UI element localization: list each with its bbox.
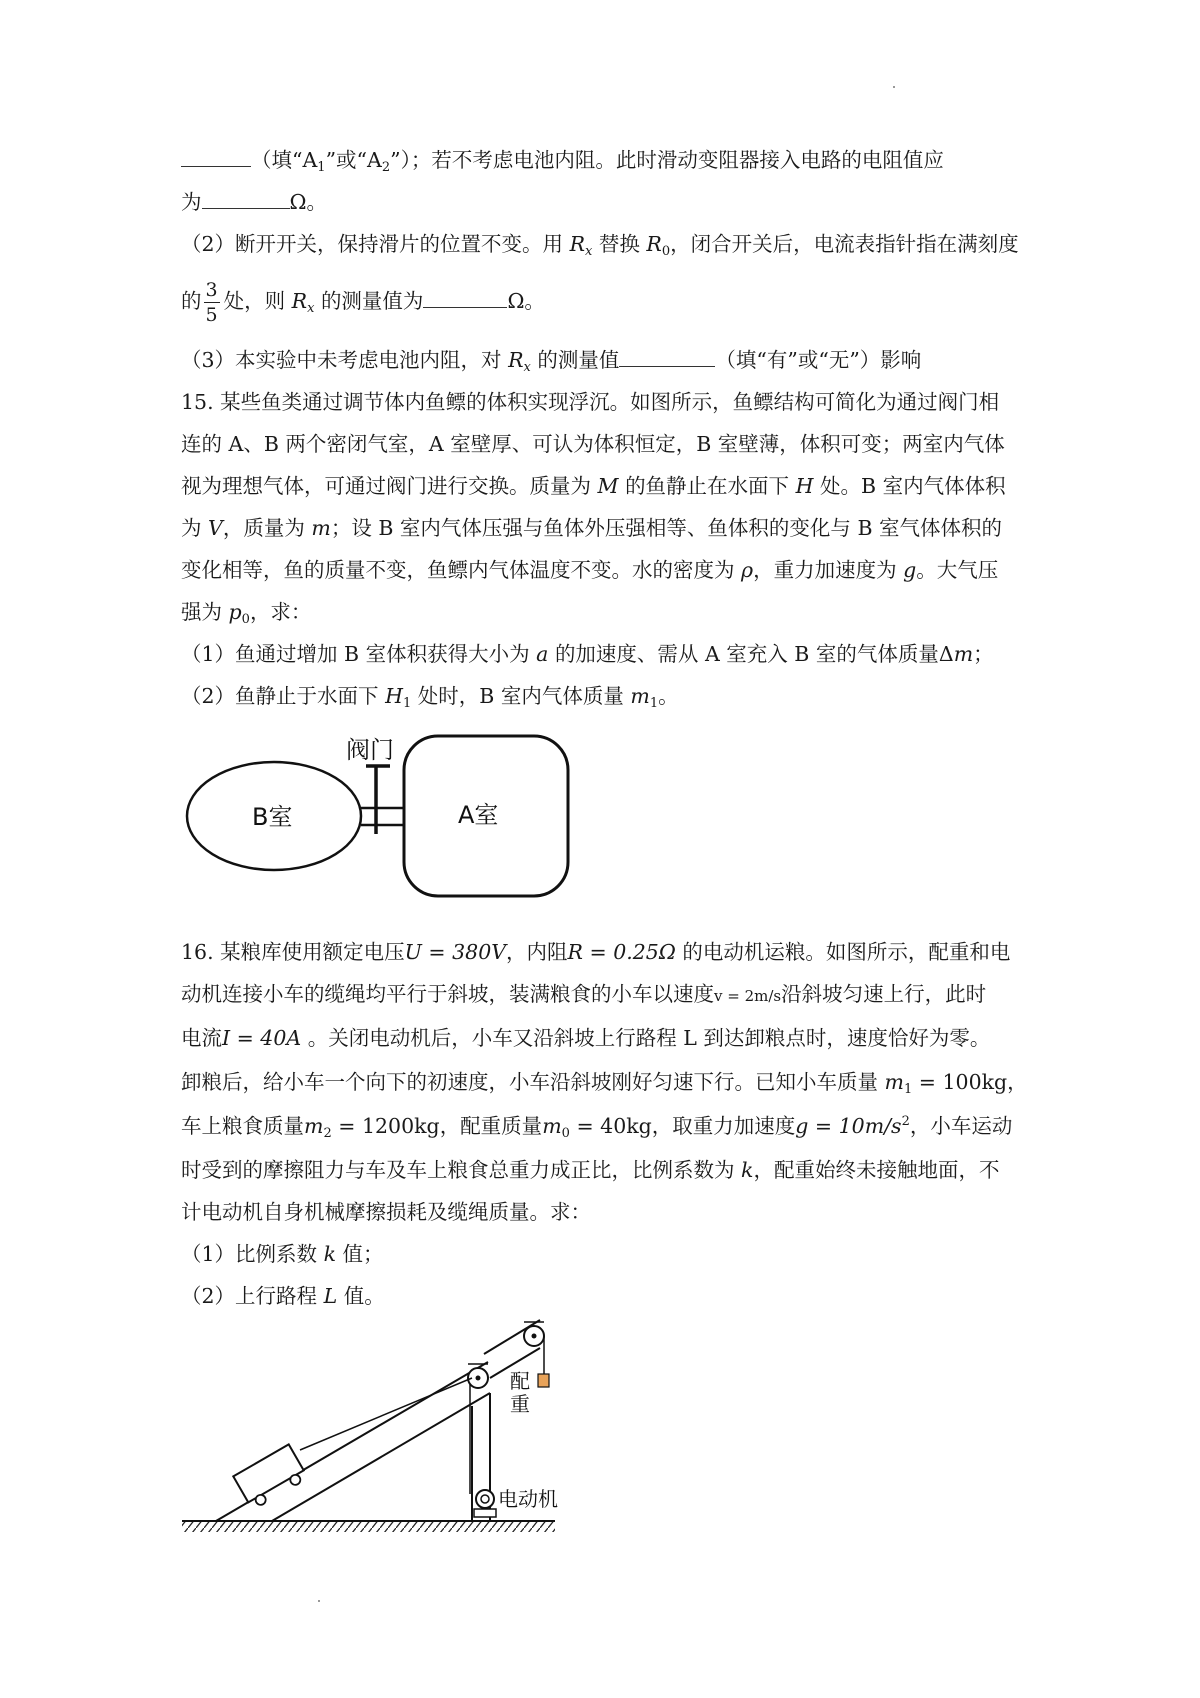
answer-blank[interactable]	[423, 289, 507, 308]
motor-base	[474, 1509, 496, 1517]
middle-pulley-axle	[476, 1376, 481, 1381]
q14-part-3: （3）本实验中未考虑电池内阻，对 $R_x$ 的测量值 （填“有”或“无”）影响	[181, 348, 922, 375]
q15-line-1: 15. 某些鱼类通过调节体内鱼鳔的体积实现浮沉。如图所示，鱼鳔结构可简化为通过阀门相	[181, 390, 1000, 414]
chamber-a-label: A室	[458, 801, 499, 829]
incline-pulley-diagram	[180, 1318, 640, 1548]
chamber-b-label: B室	[252, 803, 293, 831]
speck	[318, 1600, 320, 1602]
q15-sub-2: （2）鱼静止于水面下 $H_1$ 处时，B 室内气体质量 $m_1$。	[181, 684, 679, 711]
ground-hatch	[182, 1522, 555, 1532]
q16-line-2: 动机连接小车的缆绳均平行于斜坡，装满粮食的小车以速度v = 2m/s沿斜坡匀速上行，此时	[181, 982, 987, 1006]
counterweight-block	[538, 1374, 549, 1387]
cart	[233, 1444, 308, 1510]
q15-line-3: 视为理想气体，可通过阀门进行交换。质量为 M 的鱼静止在水面下 H 处。B 室内气体体积	[181, 474, 1006, 498]
valve-label: 阀门	[346, 736, 394, 764]
q16-line-3: 电流I = 40A 。关闭电动机后，小车又沿斜坡上行路程 L 到达卸粮点时，速度恰好为零。	[181, 1026, 991, 1050]
q14-part-2-line-2: 的 $\frac{3}{5}$ 处，则 $R_x$ 的测量值为 Ω。	[181, 278, 545, 326]
answer-blank[interactable]	[181, 148, 251, 167]
motor-drum-core	[481, 1495, 489, 1503]
fraction: $\frac{3}{5}$	[205, 278, 218, 326]
speck	[893, 86, 895, 88]
counterweight-label: 重	[510, 1392, 530, 1416]
q15-line-6: 强为 $p_0$，求：	[181, 600, 312, 627]
counterweight-label: 配	[510, 1369, 530, 1393]
cart-body	[233, 1444, 303, 1502]
q16-sub-2: （2）上行路程 L 值。	[181, 1284, 385, 1308]
q16-line-4: 卸粮后，给小车一个向下的初速度，小车沿斜坡刚好匀速下行。已知小车质量 $m_1 = 100kg$，	[181, 1070, 1028, 1097]
q16-sub-1: （1）比例系数 k 值；	[181, 1242, 384, 1266]
q15-sub-1: （1）鱼通过增加 B 室体积获得大小为 a 的加速度、需从 A 室充入 B 室的气体质量Δm；	[181, 642, 994, 666]
slope-upper-edge	[272, 1393, 490, 1521]
answer-blank[interactable]	[202, 190, 290, 209]
q14-part-2-line-1: （2）断开开关，保持滑片的位置不变。用 $R_x$ 替换 $R_0$，闭合开关后，电流表指针指在满刻度	[181, 232, 1019, 259]
motor-label: 电动机	[498, 1487, 558, 1511]
q15-line-5: 变化相等，鱼的质量不变，鱼鳔内气体温度不变。水的密度为 ρ，重力加速度为 g。大气压	[181, 558, 999, 582]
q15-line-4: 为 V，质量为 m；设 B 室内气体压强与鱼体外压强相等、鱼体积的变化与 B 室气体体积的	[181, 516, 1003, 540]
q16-line-6: 时受到的摩擦阻力与车及车上粮食总重力成正比，比例系数为 k，配重始终未接触地面，不	[181, 1158, 1000, 1182]
q16-line-7: 计电动机自身机械摩擦损耗及缆绳质量。求：	[181, 1200, 591, 1224]
cart-rope	[300, 1378, 472, 1450]
q15-line-2: 连的 A、B 两个密闭气室，A 室壁厚、可认为体积恒定，B 室壁薄，体积可变；两室内气体	[181, 432, 1005, 456]
swim-bladder-diagram	[180, 728, 600, 908]
answer-blank[interactable]	[619, 348, 715, 367]
q16-line-1: 16. 某粮库使用额定电压U = 380V，内阻R = 0.25Ω 的电动机运粮。如图所示，配重和电	[181, 940, 1011, 964]
q16-line-5: 车上粮食质量$m_2 = 1200kg$，配重质量$m_0 = 40kg$，取重力加速度$g = 10m/s^2$，小车运动	[181, 1114, 1013, 1141]
q14-line-2: 为 Ω。	[181, 190, 327, 214]
q14-line-1: （填“$A_1$”或“$A_2$”）；若不考虑电池内阻。此时滑动变阻器接入电路的电阻值应	[181, 146, 944, 174]
top-pulley-axle	[532, 1334, 537, 1339]
